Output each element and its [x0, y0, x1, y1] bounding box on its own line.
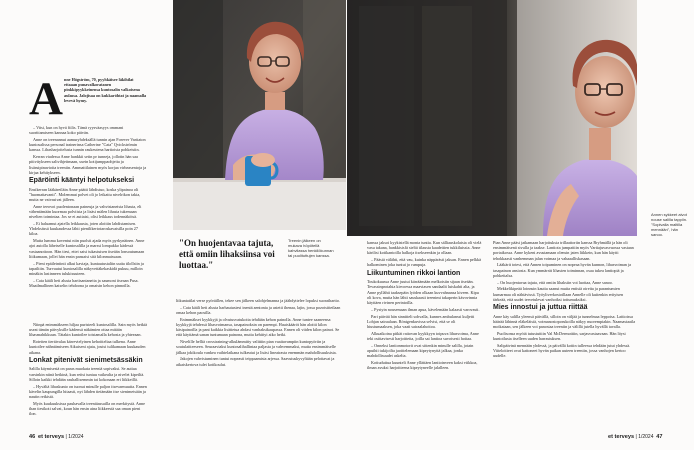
body-paragraph: Toukokuussa Anne juutui kärräämään melkoisiin sijaan itseään. Tevassinprotahia kirvoessa maaviasen sandaalit luiskahti alta, ja Anne pyllähti taaksepäin lyöden olkaan kuvvahnansa kiveen. Kipu oli kova, mutta hän lähti sauskaasti treenimi takaperin kävovinnia käyttäen rivinen perintoilla. — [367, 279, 479, 305]
body-paragraph: Anne teeovoi puolentonaan paineuja ja vahvistaneista lihasta, eli vähentämään kuormaa polviista ja lisäsi mälen lihasta tukemaan nivelten toimintaa. Jos se ei auttaisi, olisi leikkaus todennäköisä. — [29, 203, 142, 220]
body-paragraph: Pian Anne pääsi jatkamaan harjoituksia trillaattoriin kanssa Bryhmällä ja hän oli ensimmäisenä sivulla ja taakse. Lantiota jumpattiin myös Vartiajuvasvuossa vastaan portaikossa. Anne kykeni avustamaan olensin jaten liikkein, kun hän käytti tehokkaasti vanhemman jalan voimaa ja vahaaalliskasaan. — [493, 240, 634, 261]
right-column-2 — [493, 240, 636, 360]
body-paragraph: Lääkärit totesi, että Annen toipuminen on nopeaa hyvän kunnon, lihasvoiman ja tasapainon ansiosta. Kun ymmärrät lihasten toiminnan, osaa tukea lantiopiä ja pohkeitalsa. — [493, 262, 631, 278]
body-paragraph: – Pieni epäileintinti alkui kaviaja, kuntautustaliin uutta tilollsiin ja tapailtiin. Turvautui kuntosalilla näkyvettäkekaskidä pukuu, milloin minäkin lastinneen tulukisuuteen. — [29, 260, 144, 276]
body-paragraph: – Onneksi lantionmotorit ovat sittenkin minulle salilla, jotain apuihii tukijoilta jaoittelemaan kipeytynyttä jalkaa, jonka mahdollisuudet askelta. — [367, 342, 474, 359]
body-paragraph: Kerran viadessa Anne hankkii setin pr tunneja, jollotin hän saa pitivitykseen salivihjeitmaan, usein kotijumppaohjeita ja lisäruipinavioita treeniin. Ammattilainen myös korjaa virheasentoja ja kirjaa kehitykseen. — [29, 154, 147, 175]
right-column-1 — [367, 240, 482, 372]
folio-left: 46 et terveys | 1/2024 — [29, 434, 84, 440]
body-paragraph: Puolisonsa myötä tutustuttiin Val McDermottiin, sarjasvastaavaan. Hän löysi kuntoilusta itselleen uuden harrastuksen. — [493, 330, 626, 341]
body-paragraph: Ensikerran lääkäreiläin Anne päätti lähdistuo, koska ylipainoa oli "huomattavanti". Molemmat polvet oli jo leikattu nivelrikon takia, mutta ne vaivasivat jälleen. — [29, 186, 141, 202]
body-paragraph: Alkuaikoina pitkät rattovan kyykkyyn toipuva lihasvoima, Anne teki osittavisesti harjoitteita, joilla sai lantioa suvoisesti hoitaa. — [367, 330, 479, 341]
subheading-epaonni: Epäröinti kääntyi helpotukseksi — [29, 177, 135, 185]
subheading-innostui: Mies innostui ja juttua riittää — [493, 304, 588, 312]
left-column-1-continued — [29, 322, 147, 418]
intro-paragraph — [64, 77, 147, 105]
body-paragraph: Enimmäkset kyykkyjä ja olvutusvatukoita tehdään kehon painolla. Anne tuntee saaneensa kyykkyjä tehdessä lihasvoimansa, tasapainoksin on parempi. Hauiskääröt hän aloitti kilon käsipainoilla ja pani kaikkia lisätietua ahdasi vanhaksikaupassa. Ennen oli viiden kilon painot. Se että käyttämä sanan tuntumaan painona, mutta kehittyi aiko hetki. — [176, 316, 340, 338]
pull-quote: "On huojentavaa tajuta, että omiin lihaksiinsa voi luottaa." — [179, 238, 275, 270]
magazine-brand: et terveys — [608, 434, 635, 440]
body-paragraph: Pari päivää hän sinnitteli sohvalla, kunnes ambulanssi kuljetti Lohjan sairaalaan. Röntgenkuvissa selvisi, että se oli hiustumaaksen, joka vaati sairaalahoitoa. — [367, 313, 475, 329]
body-paragraph: – Pystyin nousemaan ilman apua, kävelemään kalaasti varovasti. — [371, 306, 480, 312]
body-paragraph: Mutta lumma koventui niin puolsti ajada myös pyrkynäinen. Anne ajoi autolla läheiselle kuntosalilla ja marssi lompakko kädessä vastaanottoon. Hän tiesi, ettei saisi tukastuisen itseään lonsoutumaan liiikumaan, jollei hän ensin pansaisi sitä kilonmaissaan. — [29, 238, 145, 259]
body-paragraph: Kotiuduttua kuunteli Anne yllättäen lantioinveen kaksi viikkoa, ilman avuksi harjoitteena kipeytyneelle jalalleen. — [367, 359, 478, 371]
drop-cap: A — [29, 73, 63, 125]
page-number: 46 — [29, 434, 36, 440]
body-paragraph: Anne käy salilla yleensä päivällä, silloin on väljää ja tunnelmaa leppoisa. Lattioissa häärää lähinnä eläkeläisiä, voimanostoporukoilla näkyy nuorempiakin. Naamastaaila moikataan, sen jälkeen voi panostaa treeniin ja välillä jutella hyvällä tavalla. — [493, 313, 636, 329]
subheading-liikunta: Liikuntuminen rikkoi lantion — [367, 269, 461, 277]
body-paragraph: – Cata kääli heti alusta harhautusiesi ineniä aentonia ja astetti ihenaa, lajin, jossa pozotsitteilaan omaa kehon paosilla. — [176, 304, 341, 315]
body-paragraph: Myös kuukuuksissa pauhavalla treeniäassailla on merkitystä. Anne ihan tiesikoti salvat, koun hän ensin aina liikkeestä saa oman pieni ilon. — [29, 400, 145, 417]
body-paragraph: – Cata kääli heti alusta hartisantaneita ja saumoni itseaan Pusa. Maailmallinen katselin tehdoona ja omaisin kehon pinnoilla. — [29, 277, 139, 288]
body-paragraph: – Ei haluamut ajatella leikkausta, joten aloittin lahdistamisen. Yhdeksässä kuukaudessa lähti pienilikertotaroskavaisilla poin 27 kiloa. — [29, 220, 138, 237]
body-paragraph: Anne on treenannut aamuryhdeksällä tunnin ajan Forever Vartiaton kuntosalissa personal trainerinsa Catherine "Cata" Qvickströmin kanssa. Lihasharjoitelusta tunnin raukeutena hartioista pohkeisiin. — [29, 137, 146, 153]
left-column-1 — [29, 125, 147, 290]
body-paragraph: – On huojentavaa tajuta, että omiin lihaksiin voi luottaa, Anne sanoo. — [497, 279, 613, 285]
body-paragraph: – Vitsi, kun on hyvä fiilis. Tämä ryysväasyys ommani suorittamiseen kannaa koko päivän. — [29, 125, 124, 136]
body-paragraph: Roteiten tiertävalaa kärrevtelyinen kehoitteltaa tulkena. Anne kuntoilee nähntämiseen Aikuiseni ajatu, joutsi tulikamaan kuukauden aikana. — [29, 339, 146, 355]
body-paragraph: Niinpä enimmäkseen hiljaa puristeeli kuntosalilla. Sain myös hetkiä useat tämän päivyksille kädensä näkämien ottaa mitään lihasmahikkuun. Tätakin kuntoilee toistamalla kehosta ja yhteeaan. — [29, 322, 147, 338]
body-paragraph: Mekkelikipeää loinnsin kautta saanut muita entisiä oireita ja parantumien kumarmaa oli nähtävissä. Työyliverkostoillaan Annelle oli kuitenkin erityisen tärkeää, että uudet tervetulevat vanhoiksi tottumuksiksi. — [493, 286, 624, 302]
body-paragraph: kanssa jaksoi kyykistellä monta tuntia. Kun sälliauskolaisia oli vielä vasu takana, hankkisisfä sieltä tilausta kaadettien tukkiluissia. Anne kärilisi kotikantoilla halkoja itsekseenkin ja ollaan. — [367, 240, 482, 256]
body-paragraph: – Hyvältä lihaskunto on tuonut minulle paljon itsevarmuutta. Ennen kävelin kaupungilla hitaasti, nyt lähden tietämään itse sienimetsään ja nautin retkistä. — [29, 383, 147, 399]
portrait-photo-right — [347, 0, 637, 236]
subheading-lonkat: Lonkat pitenivät sienimetsässäkin — [29, 356, 143, 364]
middle-column — [176, 298, 344, 368]
folio-right: et terveys | 1/2024 47 — [608, 434, 663, 440]
page-number: 47 — [656, 434, 663, 440]
photo-caption-right: Annen sykkeet aivot nouse salilla tappiin. "Sopivalla maltilla mennään", hän sanoo. — [651, 212, 688, 237]
issue-number: 1/2024 — [68, 434, 84, 440]
body-paragraph: Nivelille helliä crosstraining-alkulämmitty valittiin pian vaaitavampiin kuntopyöriin ja soutulaitteeseen. Seuraaviaksi kuntosalihallintaa paljasta ja vahvemmaksi, mutta ensimmäiselle jälkaa jokikoula vankea vaihtelaikana tulkeutui ja lisäsi lineairasta enemmän mahdollisuuksista. — [176, 339, 337, 355]
body-paragraph: Salilla käymisestä on paras muokata treeniä sopivaksi. Se auttaa varsinkin niinä hetkinä, kun reitsi tuntuu vaikealta ja nivelet kipeiltä. Silloin kaikki tehdään rauhallisemmin tai kokonaan eri liikkeillä. — [29, 366, 145, 382]
photo-caption-center: Treenin jälkeen on mukava höpötellä kahvilassa henkilökunnan tai puolituttujen kanssa. — [288, 238, 334, 258]
issue-number: 1/2024 — [638, 434, 654, 440]
body-paragraph: Salipäivinä mennään yhdessä, ja päivällä kotiin tulleessa tehdään jutut yhdessä. Viiteloitteet ovat kattoneet hyvän paikan uuteen treeniin, jossa vanhojen kertoo uudelle. — [493, 342, 631, 359]
body-paragraph: Jakojen vahvistuminen tuntui nopeasti teippaamista arjessa. Saavutuskyvyltään pelottavat ja aikaiskertova tulet kotikoulut. — [176, 356, 335, 367]
intro-text: nne Högström, 70, pyyhkäisee läkihilat ettaaan punavalkoratanen pinkkipyykkeinensa kuntosalin valkoisena aulassa. Jalojisaa on kukkaröhtat ja naamalla levevä hymy. — [64, 77, 147, 103]
portrait-photo-center — [173, 0, 346, 230]
body-paragraph: liikuntatilat verse pyöräillen, tekee sen jälkeen salohjelmanna ja jäähdyttelee lopuksi suoraihartto. — [176, 298, 340, 303]
body-paragraph: – Pääsiä välähti, että vau, kuinka näppärästi jaksan. Ennen pelkkä halkominen joka tuntui jo rumpuja. — [367, 257, 482, 268]
magazine-brand: et terveys — [38, 434, 65, 440]
